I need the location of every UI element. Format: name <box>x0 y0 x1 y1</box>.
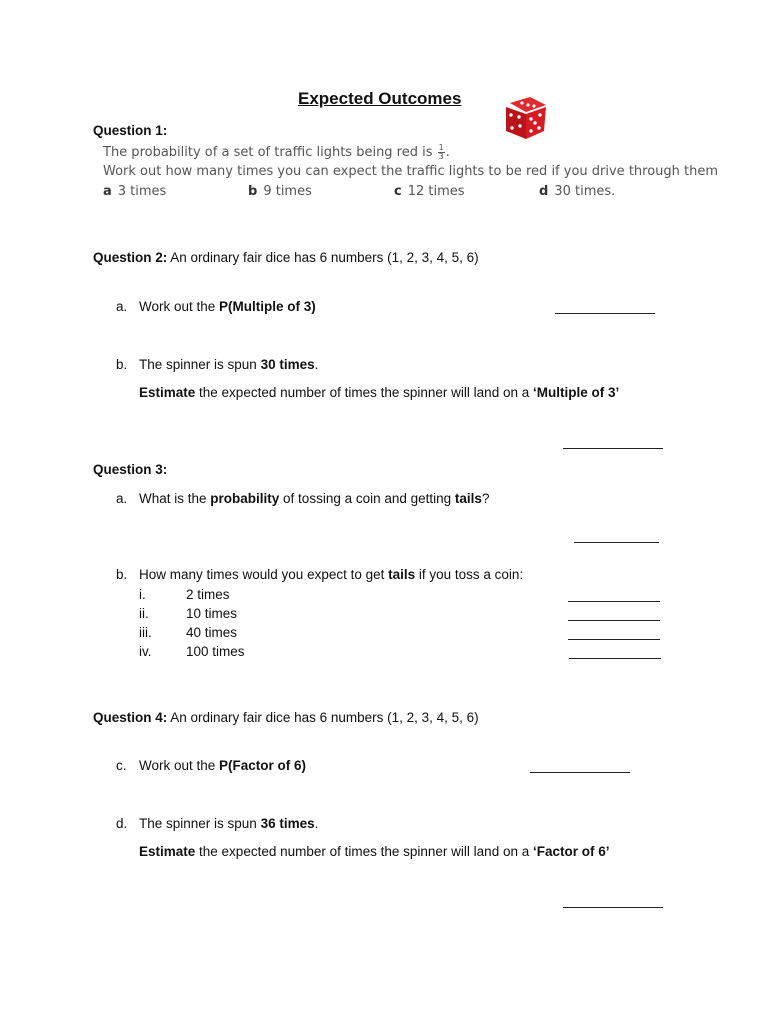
q4c-text: Work out the P(Factor of 6) <box>139 758 307 773</box>
q2-heading: Question 2: An ordinary fair dice has 6 numbers (1, 2, 3, 4, 5, 6) <box>93 250 479 265</box>
q4-heading: Question 4: An ordinary fair dice has 6 numbers (1, 2, 3, 4, 5, 6) <box>93 710 479 725</box>
q2b-estimate: Estimate the expected number of times the spinner will land on a ‘Multiple of 3’ <box>139 385 620 400</box>
answer-line[interactable] <box>568 620 660 621</box>
fraction: $\frac{1}{3}$ <box>438 143 444 161</box>
q3b-sub-text: 40 times <box>186 625 238 640</box>
answer-line[interactable] <box>563 907 663 908</box>
q3b-sub-marker: iii. <box>139 625 152 640</box>
q2b-marker: b. <box>116 357 128 372</box>
answer-line[interactable] <box>569 658 661 659</box>
q4d-text: The spinner is spun 36 times. <box>139 816 319 831</box>
q3b-sub-marker: ii. <box>139 606 149 621</box>
red-dice-icon <box>500 95 550 141</box>
q4c-marker: c. <box>116 758 127 773</box>
q2a-marker: a. <box>116 299 128 314</box>
answer-line[interactable] <box>574 542 659 543</box>
answer-line[interactable] <box>563 448 663 449</box>
q3a-marker: a. <box>116 491 128 506</box>
answer-line[interactable] <box>555 313 655 314</box>
q3b-sub-marker: iv. <box>139 644 152 659</box>
q4d-marker: d. <box>116 816 128 831</box>
page-title: Expected Outcomes <box>298 89 462 108</box>
q1-line1: The probability of a set of traffic lights being red is $\frac{1}{3}$ . <box>103 143 450 161</box>
q1-option-d: d 30 times. <box>539 184 616 199</box>
q3b-text: How many times would you expect to get tails if you toss a coin: <box>139 567 524 582</box>
q3-label: Question 3: <box>93 462 168 477</box>
q1-option-b: b 9 times <box>248 184 312 199</box>
q3a-text: What is the probability of tossing a coin and getting tails? <box>139 491 490 506</box>
answer-line[interactable] <box>568 601 660 602</box>
q1-option-c: c 12 times <box>394 184 465 199</box>
q1-line2: Work out how many times you can expect the traffic lights to be red if you drive through them <box>103 164 719 179</box>
q4d-estimate: Estimate the expected number of times the spinner will land on a ‘Factor of 6’ <box>139 844 610 859</box>
q3b-marker: b. <box>116 567 128 582</box>
q3b-sub-text: 2 times <box>186 587 230 602</box>
answer-line[interactable] <box>530 772 630 773</box>
q3b-sub-marker: i. <box>139 587 146 602</box>
q2b-text: The spinner is spun 30 times. <box>139 357 319 372</box>
q2a-text: Work out the P(Multiple of 3) <box>139 299 316 314</box>
q1-label: Question 1: <box>93 123 168 138</box>
q3b-sub-text: 100 times <box>186 644 245 659</box>
answer-line[interactable] <box>568 639 660 640</box>
q3b-sub-text: 10 times <box>186 606 238 621</box>
q1-option-a: a 3 times <box>103 184 167 199</box>
